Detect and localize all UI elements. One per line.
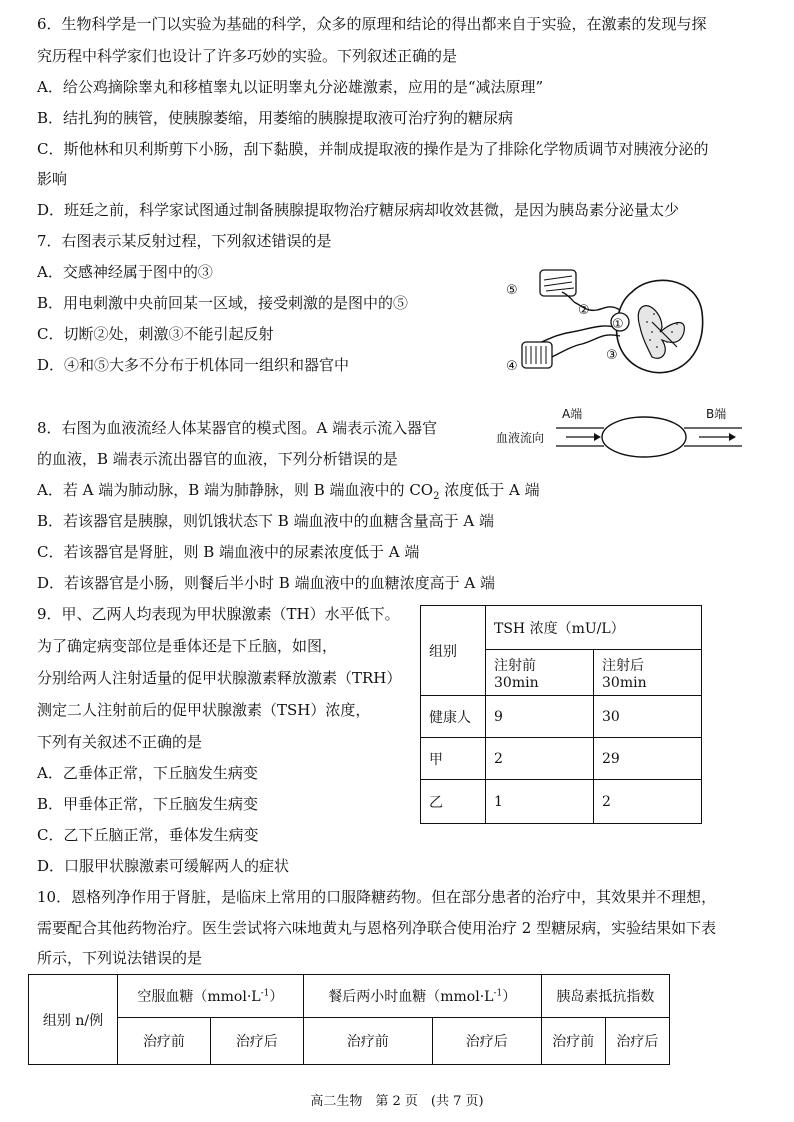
q10-postmeal-header — [303, 975, 541, 1018]
receptor-box — [540, 270, 576, 296]
label-3: ③ — [606, 348, 618, 363]
tsh-row-yi-before: 1 — [486, 780, 594, 824]
tsh-row-healthy-before: 9 — [486, 696, 594, 738]
a-end-label: A端 — [562, 407, 583, 421]
q9-option-d: D．口服甲状腺激素可缓解两人的症状 — [37, 857, 290, 875]
q10-fasting-header — [118, 975, 304, 1018]
q7-option-c: C．切断②处，刺激③不能引起反射 — [37, 325, 274, 343]
tsh-row-jia-before: 2 — [486, 738, 594, 780]
q9-option-b: B．甲垂体正常，下丘脑发生病变 — [37, 795, 259, 813]
flow-direction-label: 血液流向 — [496, 431, 545, 445]
motor-fiber — [537, 326, 614, 344]
q6-option-c-line2: 影响 — [37, 170, 68, 188]
q9-option-a: A．乙垂体正常，下丘脑发生病变 — [37, 764, 258, 782]
q10-fasting-before: 治疗前 — [118, 1018, 211, 1065]
table-row — [421, 738, 702, 780]
q10-fasting-after: 治疗后 — [210, 1018, 303, 1065]
tsh-row-jia-after: 29 — [594, 738, 702, 780]
q10-postmeal-header-text: 餐后两小时血糖（mmol·L — [328, 989, 494, 1005]
tsh-row-yi-group: 乙 — [421, 780, 486, 824]
flow-arrow-in — [566, 433, 601, 441]
organ-ellipse — [602, 417, 686, 457]
tsh-table — [420, 605, 702, 824]
q7-option-b: B．用电刺激中央前回某一区域，接受刺激的是图中的⑤ — [37, 294, 409, 312]
q8-option-a-subscript: 2 — [433, 491, 440, 502]
tsh-row-jia-group: 甲 — [421, 738, 486, 780]
label-2: ② — [578, 303, 590, 318]
q7-option-d: D．④和⑤大多不分布于机体同一组织和器官中 — [37, 356, 350, 374]
q10-stem-line2: 需要配合其他药物治疗。医生尝试将六味地黄丸与恩格列净联合使用治疗 2 型糖尿病，实验结果如下表 — [37, 919, 717, 937]
q6-stem-line2: 究历程中科学家们也设计了许多巧妙的实验。下列叙述正确的是 — [37, 47, 458, 65]
q6-option-d: D．班廷之前，科学家试图通过制备胰腺提取物治疗糖尿病却收效甚微，是因为胰岛素分泌量太少 — [37, 201, 680, 219]
page-footer: 高二生物 第 2 页 (共 7 页) — [310, 1094, 484, 1109]
label-4: ④ — [506, 359, 518, 374]
q8-option-a — [37, 479, 540, 508]
q8-option-b: B．若该器官是胰腺，则饥饿状态下 B 端血液中的血糖含量高于 A 端 — [37, 512, 494, 530]
tsh-row-healthy-group: 健康人 — [421, 696, 486, 738]
q8-option-a-text: A．若 A 端为肺动脉，B 端为肺静脉，则 B 端血液中的 CO — [37, 481, 434, 499]
q10-postmeal-after: 治疗后 — [432, 1018, 541, 1065]
q9-stem-line3: 分别给两人注射适量的促甲状腺激素释放激素（TRH） — [37, 669, 402, 687]
b-end-label: B端 — [706, 407, 727, 421]
q10-insulin-after: 治疗后 — [605, 1018, 669, 1065]
tsh-group-header: 组别 — [421, 606, 486, 696]
q8-option-a-text-end: 浓度低于 A 端 — [439, 481, 540, 499]
table-row — [421, 780, 702, 824]
q6-option-a: A．给公鸡摘除睾丸和移植睾丸以证明睾丸分泌雄激素，应用的是“减法原理” — [37, 78, 544, 96]
q8-stem-line2: 的血液，B 端表示流出器官的血液，下列分析错误的是 — [37, 450, 398, 468]
label-5: ⑤ — [506, 283, 518, 298]
q9-stem-line5: 下列有关叙述不正确的是 — [37, 733, 203, 751]
flow-arrow-out — [699, 433, 736, 441]
q10-stem-line3: 所示，下列说法错误的是 — [37, 949, 203, 967]
q10-stem-line1: 10．恩格列净作用于肾脏，是临床上常用的口服降糖药物。但在部分患者的治疗中，其效果并不理想， — [37, 888, 717, 906]
blood-flow-figure — [494, 404, 746, 468]
q8-option-d: D．若该器官是小肠，则餐后半小时 B 端血液中的血糖浓度高于 A 端 — [37, 574, 495, 592]
q7-stem: 7．右图表示某反射过程，下列叙述错误的是 — [37, 232, 332, 250]
q10-insulin-header: 胰岛素抵抗指数 — [541, 975, 669, 1018]
effector-muscle — [522, 342, 552, 368]
table-row — [421, 696, 702, 738]
tsh-before-header: 注射前 30min — [486, 650, 594, 696]
q8-option-c: C．若该器官是肾脏，则 B 端血液中的尿素浓度低于 A 端 — [37, 543, 420, 561]
q9-stem-line2: 为了确定病变部位是垂体还是下丘脑，如图， — [37, 637, 338, 655]
q10-table — [28, 974, 670, 1065]
q10-fasting-header-text: 空服血糖（mmol·L — [137, 989, 261, 1005]
tsh-concentration-header: TSH 浓度（mU/L） — [486, 606, 702, 650]
q10-group-header: 组别 n/例 — [29, 975, 118, 1065]
q6-option-b: B．结扎狗的胰管，使胰腺萎缩，用萎缩的胰腺提取液可治疗狗的糖尿病 — [37, 109, 514, 127]
q7-option-a: A．交感神经属于图中的③ — [37, 263, 213, 281]
q9-option-c: C．乙下丘脑正常，垂体发生病变 — [37, 826, 259, 844]
q9-stem-line1: 9．甲、乙两人均表现为甲状腺激素（TH）水平低下。 — [37, 605, 400, 623]
tsh-row-healthy-after: 30 — [594, 696, 702, 738]
label-1: ① — [612, 317, 624, 332]
q9-stem-line4: 测定二人注射前后的促甲状腺激素（TSH）浓度， — [37, 701, 371, 719]
q10-fasting-header-close: ） — [269, 989, 284, 1005]
q8-stem-line1: 8．右图为血液流经人体某器官的模式图。A 端表示流入器官 — [37, 419, 438, 437]
reflex-arc-figure — [502, 262, 712, 384]
q10-insulin-before: 治疗前 — [541, 1018, 605, 1065]
q10-postmeal-header-close: ） — [502, 989, 517, 1005]
q10-postmeal-before: 治疗前 — [303, 1018, 432, 1065]
tsh-after-header: 注射后 30min — [594, 650, 702, 696]
q10-postmeal-header-sup: -1 — [493, 988, 503, 999]
q6-option-c-line1: C．斯他林和贝利斯剪下小肠，刮下黏膜，并制成提取液的操作是为了排除化学物质调节对胰液分泌的 — [37, 140, 709, 158]
tsh-row-yi-after: 2 — [594, 780, 702, 824]
q10-fasting-header-sup: -1 — [260, 988, 270, 999]
q6-stem-line1: 6．生物科学是一门以实验为基础的科学，众多的原理和结论的得出都来自于实验，在激素的发现与探 — [37, 15, 707, 33]
